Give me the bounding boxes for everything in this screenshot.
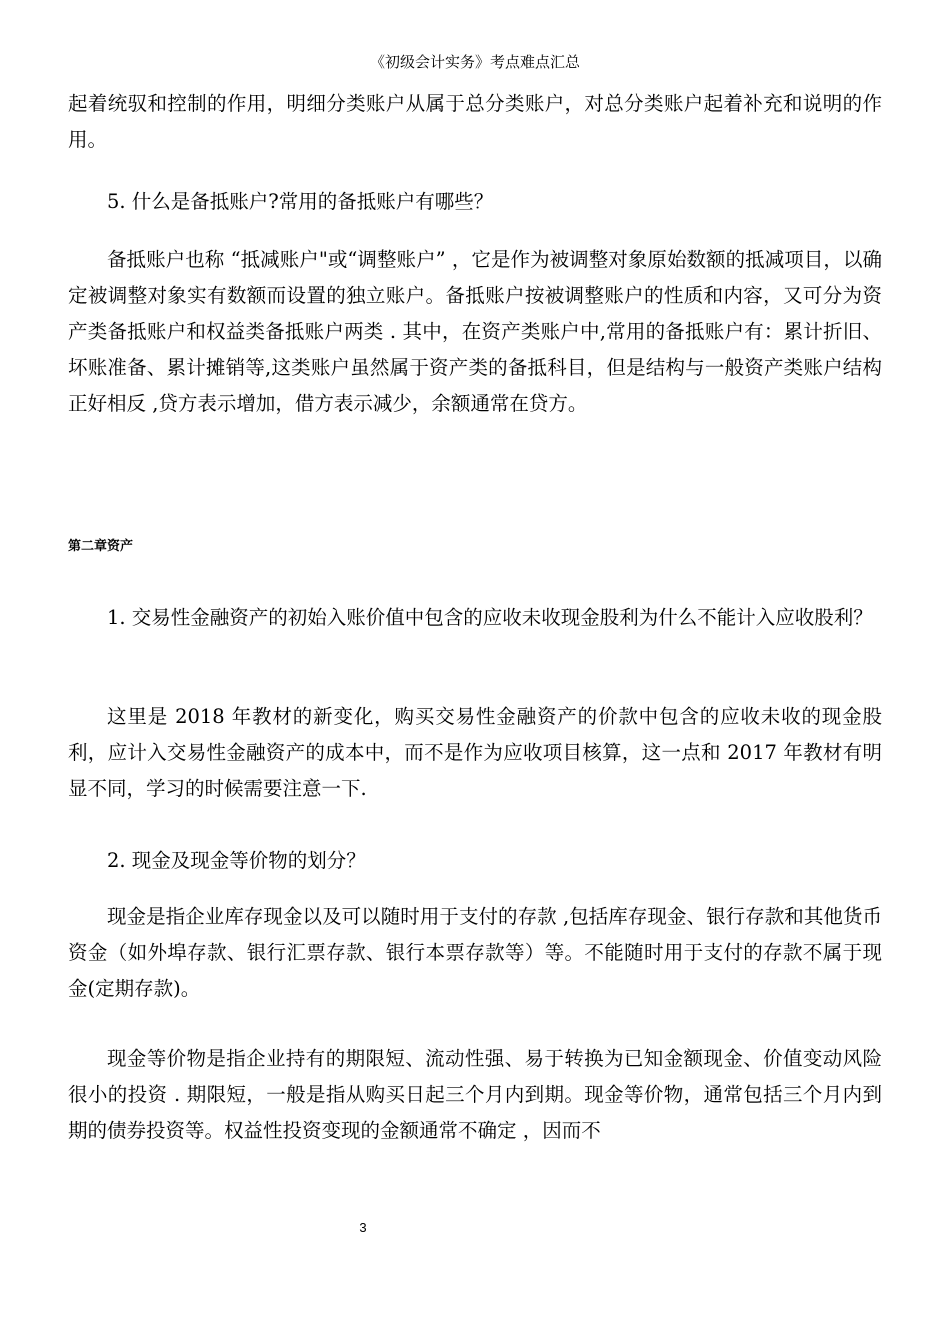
page-header-title: 《初级会计实务》考点难点汇总 [369, 53, 580, 71]
page-number [0, 1219, 950, 1237]
paragraph-cash-definition: 现金是指企业库存现金以及可以随时用于支付的存款 ,包括库存现金、银行存款和其他货币资金（如外埠存款、银行汇票存款、银行本票存款等）等。不能随时用于支付的存款不属于现金(定期存款)。 [68, 905, 882, 1000]
page-number-text: 3 [359, 1220, 367, 1235]
question-5-heading: 5. 什么是备抵账户?常用的备抵账户有哪些？ [107, 190, 494, 213]
chapter-heading: 第二章资产 [68, 539, 134, 554]
question-2-heading: 2. 现金及现金等价物的划分？ [107, 849, 366, 872]
question-1-heading: 1. 交易性金融资产的初始入账价值中包含的应收未收现金股利为什么不能计入应收股利？ [107, 606, 873, 629]
paragraph-cash-equivalents: 现金等价物是指企业持有的期限短、流动性强、易于转换为已知金额现金、价值变动风险很小的投资 . 期限短，一般是指从购买日起三个月内到期。现金等价物，通常包括三个月内到期的债券投资等。权益性投资变现的金额通常不确定 ，因而不 [68, 1047, 882, 1142]
paragraph-2018-change: 这里是 2018 年教材的新变化，购买交易性金融资产的价款中包含的应收未收的现金股利，应计入交易性金融资产的成本中，而不是作为应收项目核算，这一点和 2017 年教材有明显不同，学习的时候需要注意一下. [68, 705, 882, 800]
paragraph-contra-accounts: 备抵账户也称 “抵减账户"或“调整账户” ，它是作为被调整对象原始数额的抵减项目，以确定被调整对象实有数额而设置的独立账户。备抵账户按被调整账户的性质和内容，又可分为资产类备抵账户和权益类备抵账户两类 . 其中，在资产类账户中,常用的备抵账户有：累计折旧、坏账准备、累计摊销等,这类账户虽然属于资产类的备抵科目，但是结构与一般资产类账户结构正好相反 ,贷方表示增加，借方表示减少，余额通常在贷方。 [68, 248, 882, 415]
paragraph-continuation: 起着统驭和控制的作用，明细分类账户从属于总分类账户，对总分类账户起着补充和说明的作用。 [68, 92, 882, 151]
